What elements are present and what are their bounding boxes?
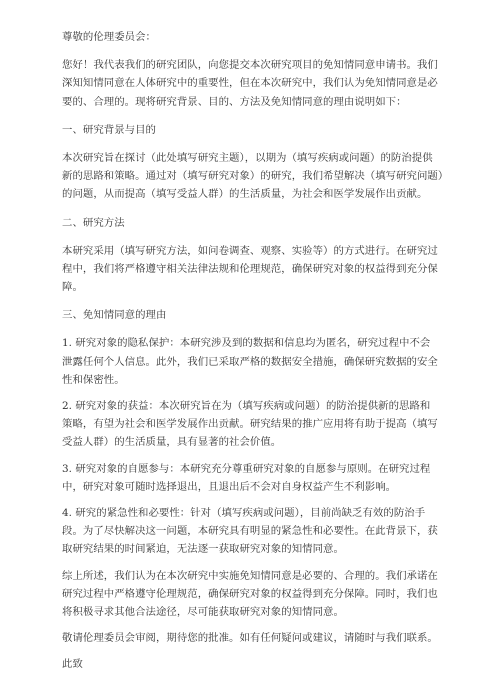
conclusion-paragraph [62, 567, 440, 622]
reason-line: 中，研究对象可随时选择退出，且退出后不会对自身权益产生不利影响。 [62, 480, 397, 493]
reason-item-privacy [62, 334, 440, 389]
request-line: 敬请伦理委员会审阅，期待您的批准。如有任何疑问或建议，请随时与我们联系。 [62, 632, 438, 645]
background-line: 新的思路和策略。通过对（填写研究对象）的研究，我们希望解决（填写研究问题） [62, 170, 449, 183]
reason-item-voluntary [62, 460, 440, 496]
reason-line: 段。为了尽快解决这一问题，本研究具有明显的紧急性和必要性。在此背景下，获 [62, 525, 438, 538]
reason-line: 性和保密性。 [62, 373, 125, 386]
reason-line: 3. 研究对象的自愿参与：本研究充分尊重研究对象的自愿参与原则。在研究过程 [62, 462, 431, 475]
reason-item-urgency [62, 504, 440, 559]
intro-line: 您好！我代表我们的研究团队，向您提交本次研究项目的免知情同意申请书。我们 [62, 59, 438, 72]
reason-line: 泄露任何个人信息。此外，我们已采取严格的数据安全措施，确保研究数据的安全 [62, 355, 438, 368]
intro-paragraph [62, 56, 440, 111]
section-heading-methods: 二、研究方法 [62, 216, 125, 229]
letter-document [62, 28, 449, 673]
methods-line: 障。 [62, 281, 83, 294]
reason-line: 2. 研究对象的获益：本次研究旨在为（填写疾病或问题）的防治提供新的思路和 [62, 400, 431, 412]
intro-line: 要的、合理的。现将研究背景、目的、方法及免知情同意的理由说明如下： [62, 95, 407, 108]
reason-line: 4. 研究的紧急性和必要性：针对（填写疾病或问题），目前尚缺乏有效的防治手 [62, 506, 426, 519]
intro-line: 深知知情同意在人体研究中的重要性，但在本次研究中，我们认为免知情同意是必 [62, 77, 438, 90]
conclusion-line: 将积极寻求其他合法途径，尽可能获取研究对象的知情同意。 [62, 605, 344, 618]
reason-line: 取研究结果的时间紧迫，无法逐一获取研究对象的知情同意。 [62, 543, 344, 556]
conclusion-line: 综上所述，我们认为在本次研究中实施免知情同意是必要的、合理的。我们承诺在 [62, 569, 438, 582]
section-heading-reasons: 三、免知情同意的理由 [62, 309, 167, 322]
reason-line: 受益人群）的生活质量，具有显著的社会价值。 [62, 436, 282, 449]
closing-line: 此致 [62, 658, 83, 671]
background-line: 本次研究旨在探讨（此处填写研究主题），以期为（填写疾病或问题）的防治提供 [62, 151, 433, 164]
background-paragraph [62, 149, 449, 204]
background-line: 的问题，从而提高（填写受益人群）的生活质量，为社会和医学发展作出贡献。 [62, 188, 428, 201]
methods-line: 本研究采用（填写研究方法，如问卷调查、观察、实验等）的方式进行。在研究过 [62, 244, 438, 257]
reason-line: 策略，有望为社会和医学发展作出贡献。研究结果的推广应用将有助于提高（填写 [62, 418, 438, 431]
reason-item-benefit [62, 397, 440, 452]
conclusion-line: 研究过程中严格遵守伦理规范，确保研究对象的权益得到充分保障。同时，我们也 [62, 587, 438, 600]
salutation: 尊敬的伦理委员会： [62, 31, 156, 43]
methods-paragraph [62, 242, 440, 297]
reason-line: 1. 研究对象的隐私保护：本研究涉及到的数据和信息均为匿名，研究过程中不会 [62, 337, 431, 350]
section-heading-background: 一、研究背景与目的 [62, 123, 156, 136]
methods-line: 程中，我们将严格遵守相关法律法规和伦理规范，确保研究对象的权益得到充分保 [62, 262, 438, 275]
